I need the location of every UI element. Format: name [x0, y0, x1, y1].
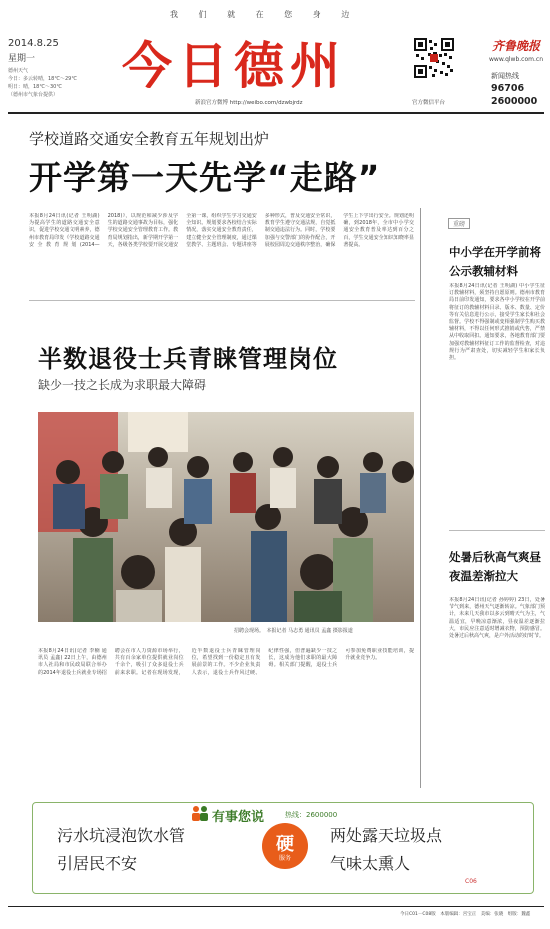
weather-line: 德州天气: [8, 68, 29, 74]
story-subheadline: 缺少一技之长成为求职最大障碍: [38, 378, 207, 392]
issue-date: 2014.8.25: [8, 38, 59, 49]
footer-rule: [8, 906, 544, 907]
side-tag: 重磅: [448, 218, 470, 229]
divider: [449, 530, 545, 531]
photo-caption: 招聘会现场。 本报记者 马志勇 通讯员 孟鑫 摄影报道: [234, 628, 353, 634]
weather-line: 明日：晴，18℃～30℃: [8, 84, 62, 90]
story-headline: 半数退役士兵青睐管理岗位: [38, 345, 338, 373]
masthead-rule: [8, 112, 544, 114]
qr-label: 官方微信平台: [412, 100, 446, 106]
side-story-headline: 处暑后秋高气爽昼夜温差渐拉大: [449, 550, 541, 583]
hotline-number: 2600000: [491, 96, 538, 107]
lead-kicker: 学校道路交通安全教育五年规划出炉: [29, 130, 270, 148]
brief-headline-left: 污水坑浸泡饮水管: [57, 826, 186, 845]
divider: [29, 300, 415, 301]
brief-headline-left: 引居民不安: [57, 854, 138, 873]
brand-logo: 齐鲁晚报: [492, 39, 541, 53]
story-body: 本报8月24日讯(记者 李楠 通讯员 孟鑫) 22日上午，由德州市人社局和市民政局联合举办的2014年退役士兵就业专场招聘会在市人力资源市场举行，共有百余家单位提供就业岗位千余个，吸引了众多退役士兵前来求职。记者在现场发现，近半数退役士兵青睐管理岗位，希望找到一份稳定且有发展前景的工作。不少企业负责人表示，退役士兵作风过硬、纪律性强，但普遍缺少一技之长，这成为他们求职的最大障碍。相关部门提醒，退役士兵可参加免费职业技能培训，提升就业竞争力。: [38, 648, 414, 676]
people-icon: [190, 804, 210, 822]
weather-line: （德州市气象台提供）: [8, 92, 59, 98]
lead-body: 本报8月24日讯(记者 王明湖) 为提高学生的道路交通安全意识，促进学校交通文明素养，德州市教育局印发《学校道路交通安全教育规划(2014—2018)》，以规范和减少涉及学生的道路交通事故为目标，强化学校交通安全管理教育工作。教育局规划指出，新学期开学第一天，各级各类学校要开展交通安全第一课，组织学生学习交通安全知识。规划要求各校结合实际情况，落实交通安全教育责任，建立健全安全管理制度，通过课堂教学、主题班会、专题讲座等多种形式，普及交通安全常识，教育学生遵守交通法规，自觉抵制交通违法行为。同时，学校要加强与交警部门的协作配合，开展校园周边交通秩序整治，确保学生上下学出行安全。规划还明确，到2018年，全市中小学交通安全教育普及率达到百分之百，学生交通安全知识知晓率显著提高。: [29, 213, 414, 248]
masthead-subtitle: 新浪官方微博 http://weibo.com/dzwbjrdz: [195, 100, 303, 106]
service-badge-label: 硬: [276, 834, 294, 855]
column-divider: [420, 208, 421, 788]
page-code: C06: [465, 878, 477, 885]
service-badge-sub: 服务: [278, 855, 291, 862]
reader-hotline-title: 有事您说: [212, 810, 265, 825]
side-story-headline: 中小学在开学前将公示教辅材料: [449, 245, 541, 278]
qr-code-icon: [414, 38, 454, 78]
hotline-number: 96706: [491, 83, 525, 94]
masthead-slogan: 我 们 就 在 您 身 边: [170, 10, 359, 19]
issue-weekday: 星期一: [8, 54, 36, 64]
side-story-body: 本报8月24日讯(记者 孙婷婷) 23日，处暑节气到来，德州天气逐渐转凉。气象部门预计，未来几天我市以多云到晴天气为主，气温适宜，早晚凉意渐浓，昼夜温差逐渐拉大，市民应注意适时增减衣物，预防感冒。处暑过后秋高气爽，是户外活动的好时节。: [449, 597, 545, 640]
site-url: www.qlwb.com.cn: [489, 56, 543, 63]
footer-credits: 今日C01－C08版 本版编辑：宫宝正 美编：张晓 组版：魏鑫: [400, 912, 531, 917]
lead-headline: 开学第一天先学“走路”: [29, 158, 381, 197]
brief-headline-right: 气味太熏人: [330, 854, 411, 873]
side-story-body: 本报8月24日讯(记者 王明湖) 中小学生征订教辅材料，须坚持自愿原则。德州市教育局日前印发通知，要求各中小学校在开学前将征订的教辅材料目录、版本、数量、定价等有关信息进行公示，接受学生家长和社会监督。学校不得强制或变相强制学生购买教辅材料，不得以任何形式推销或代售，严禁从中收取回扣。通知要求，各地教育部门要加强对教辅材料征订工作的监督检查，对违规行为严肃查处，切实减轻学生和家长负担。: [449, 283, 545, 362]
crowd-photo: [38, 412, 414, 622]
weather-line: 今日：多云转晴，18℃～29℃: [8, 76, 77, 82]
masthead-title: 今日德州: [122, 36, 346, 95]
hotline-label: 新闻热线: [491, 72, 519, 80]
brief-headline-right: 两处露天垃圾点: [330, 826, 443, 845]
weather-box: [8, 67, 118, 99]
reader-hotline-number: 热线：2600000: [285, 811, 338, 819]
